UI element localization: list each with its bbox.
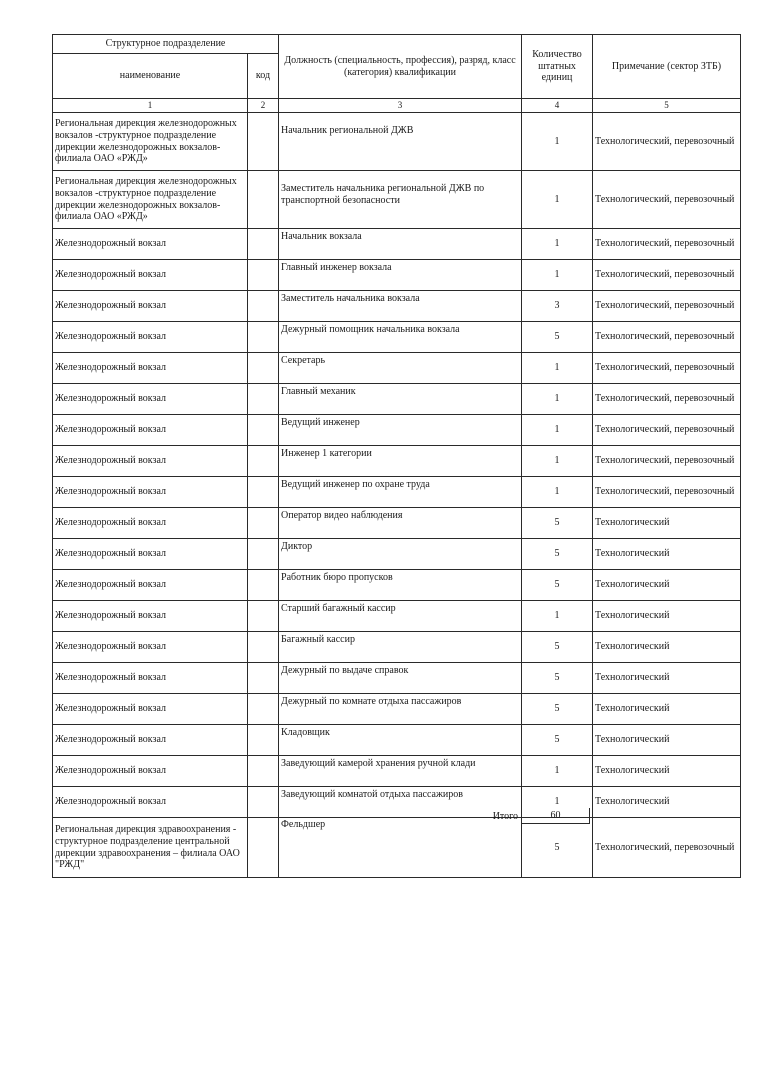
cell-name: Железнодорожный вокзал [53, 415, 248, 446]
cell-code [248, 508, 279, 539]
cell-position: Начальник вокзала [279, 229, 522, 260]
table-row [53, 260, 741, 291]
cell-name: Железнодорожный вокзал [53, 260, 248, 291]
cell-name: Железнодорожный вокзал [53, 477, 248, 508]
cell-code [248, 171, 279, 229]
cell-code [248, 632, 279, 663]
table-row [53, 601, 741, 632]
cell-code [248, 260, 279, 291]
cell-position: Диктор [279, 539, 522, 570]
cell-name: Железнодорожный вокзал [53, 632, 248, 663]
table-row [53, 539, 741, 570]
cell-count: 1 [522, 353, 593, 384]
cell-code [248, 384, 279, 415]
cell-count: 1 [522, 260, 593, 291]
table-row [53, 171, 741, 229]
cell-note: Технологический, перевозочный [593, 384, 741, 415]
cell-name: Региональная дирекция здравоохранения - структурное подразделение центральной дирекции здравоохранения – филиала ОАО "РЖД" [53, 818, 248, 878]
cell-note: Технологический, перевозочный [593, 446, 741, 477]
column-number: 2 [248, 99, 279, 113]
cell-position: Начальник региональной ДЖВ [279, 113, 522, 171]
cell-note: Технологический [593, 632, 741, 663]
cell-count: 5 [522, 663, 593, 694]
table-row [53, 353, 741, 384]
cell-note: Технологический, перевозочный [593, 322, 741, 353]
cell-count: 1 [522, 601, 593, 632]
cell-count: 3 [522, 291, 593, 322]
cell-position: Дежурный по комнате отдыха пассажиров [279, 694, 522, 725]
cell-code [248, 663, 279, 694]
cell-note: Технологический [593, 756, 741, 787]
cell-name: Железнодорожный вокзал [53, 291, 248, 322]
cell-position: Дежурный по выдаче справок [279, 663, 522, 694]
cell-count: 1 [522, 229, 593, 260]
cell-code [248, 601, 279, 632]
cell-name: Железнодорожный вокзал [53, 725, 248, 756]
cell-name: Железнодорожный вокзал [53, 229, 248, 260]
staff-table [52, 34, 741, 878]
cell-count: 5 [522, 570, 593, 601]
table-row [53, 818, 741, 878]
cell-code [248, 291, 279, 322]
cell-name: Железнодорожный вокзал [53, 384, 248, 415]
table-row [53, 508, 741, 539]
cell-note: Технологический [593, 539, 741, 570]
cell-name: Железнодорожный вокзал [53, 508, 248, 539]
column-number: 4 [522, 99, 593, 113]
cell-code [248, 818, 279, 878]
cell-position: Инженер 1 категории [279, 446, 522, 477]
table-row [53, 477, 741, 508]
cell-name: Железнодорожный вокзал [53, 446, 248, 477]
table-row [53, 725, 741, 756]
cell-position: Дежурный помощник начальника вокзала [279, 322, 522, 353]
table-row [53, 756, 741, 787]
cell-code [248, 477, 279, 508]
table-row [53, 415, 741, 446]
column-number-row [53, 99, 741, 113]
cell-position: Ведущий инженер по охране труда [279, 477, 522, 508]
header-code: код [248, 54, 279, 99]
cell-position: Заведующий камерой хранения ручной клади [279, 756, 522, 787]
total-value: 60 [521, 808, 590, 824]
header-name: наименование [53, 54, 248, 99]
cell-count: 1 [522, 446, 593, 477]
cell-note: Технологический, перевозочный [593, 415, 741, 446]
table-row [53, 229, 741, 260]
cell-note: Технологический, перевозочный [593, 477, 741, 508]
table-row [53, 291, 741, 322]
header-note: Примечание (сектор ЗТБ) [593, 35, 741, 99]
table-row [53, 322, 741, 353]
cell-count: 1 [522, 415, 593, 446]
cell-code [248, 539, 279, 570]
cell-name: Железнодорожный вокзал [53, 601, 248, 632]
cell-code [248, 415, 279, 446]
header-row [53, 35, 741, 54]
cell-code [248, 353, 279, 384]
cell-position: Ведущий инженер [279, 415, 522, 446]
cell-count: 1 [522, 171, 593, 229]
cell-position: Работник бюро пропусков [279, 570, 522, 601]
cell-count: 5 [522, 725, 593, 756]
cell-position: Секретарь [279, 353, 522, 384]
cell-position: Оператор видео наблюдения [279, 508, 522, 539]
cell-note: Технологический [593, 663, 741, 694]
cell-code [248, 446, 279, 477]
total-block [470, 808, 590, 825]
cell-code [248, 570, 279, 601]
cell-count: 5 [522, 539, 593, 570]
cell-count: 5 [522, 322, 593, 353]
table-row [53, 632, 741, 663]
cell-code [248, 694, 279, 725]
cell-note: Технологический, перевозочный [593, 353, 741, 384]
cell-count: 1 [522, 756, 593, 787]
header-count: Количество штатных единиц [522, 35, 593, 99]
header-position: Должность (специальность, профессия), разряд, класс (категория) квалификации [279, 35, 522, 99]
cell-position: Заместитель начальника региональной ДЖВ по транспортной безопасности [279, 171, 522, 229]
table-row [53, 446, 741, 477]
cell-name: Железнодорожный вокзал [53, 787, 248, 818]
cell-count: 5 [522, 694, 593, 725]
cell-note: Технологический, перевозочный [593, 818, 741, 878]
table-row [53, 663, 741, 694]
column-number: 5 [593, 99, 741, 113]
cell-position: Кладовщик [279, 725, 522, 756]
cell-count: 5 [522, 508, 593, 539]
cell-count: 5 [522, 632, 593, 663]
cell-note: Технологический, перевозочный [593, 171, 741, 229]
cell-name: Железнодорожный вокзал [53, 694, 248, 725]
cell-position: Заместитель начальника вокзала [279, 291, 522, 322]
cell-name: Железнодорожный вокзал [53, 663, 248, 694]
cell-note: Технологический [593, 508, 741, 539]
cell-note: Технологический, перевозочный [593, 229, 741, 260]
table-row [53, 570, 741, 601]
column-number: 3 [279, 99, 522, 113]
cell-note: Технологический [593, 787, 741, 818]
cell-note: Технологический [593, 694, 741, 725]
cell-name: Региональная дирекция железнодорожных вокзалов -структурное подразделение дирекции железнодорожных вокзалов-филиала ОАО «РЖД» [53, 171, 248, 229]
cell-name: Железнодорожный вокзал [53, 570, 248, 601]
cell-count: 1 [522, 113, 593, 171]
cell-code [248, 322, 279, 353]
cell-count: 5 [522, 818, 593, 878]
cell-note: Технологический [593, 601, 741, 632]
table-row [53, 787, 741, 818]
cell-code [248, 756, 279, 787]
cell-note: Технологический [593, 570, 741, 601]
cell-position: Заведующий комнатой отдыха пассажиров [279, 787, 522, 818]
cell-position: Главный механик [279, 384, 522, 415]
cell-code [248, 725, 279, 756]
column-number: 1 [53, 99, 248, 113]
cell-position: Багажный кассир [279, 632, 522, 663]
cell-position: Старший багажный кассир [279, 601, 522, 632]
cell-count: 1 [522, 477, 593, 508]
cell-name: Железнодорожный вокзал [53, 322, 248, 353]
cell-position: Главный инженер вокзала [279, 260, 522, 291]
cell-name: Железнодорожный вокзал [53, 539, 248, 570]
cell-name: Железнодорожный вокзал [53, 353, 248, 384]
header-subdivision: Структурное подразделение [53, 35, 279, 54]
cell-count: 1 [522, 384, 593, 415]
cell-name: Железнодорожный вокзал [53, 756, 248, 787]
cell-code [248, 787, 279, 818]
cell-name: Региональная дирекция железнодорожных вокзалов -структурное подразделение дирекции железнодорожных вокзалов-филиала ОАО «РЖД» [53, 113, 248, 171]
cell-code [248, 229, 279, 260]
cell-note: Технологический, перевозочный [593, 291, 741, 322]
cell-note: Технологический, перевозочный [593, 260, 741, 291]
table-row [53, 694, 741, 725]
cell-note: Технологический, перевозочный [593, 113, 741, 171]
table-row [53, 113, 741, 171]
cell-code [248, 113, 279, 171]
total-label: Итого [492, 811, 518, 822]
cell-note: Технологический [593, 725, 741, 756]
cell-count: 1 [522, 787, 593, 818]
cell-position: Фельдшер [279, 818, 522, 878]
table-row [53, 384, 741, 415]
